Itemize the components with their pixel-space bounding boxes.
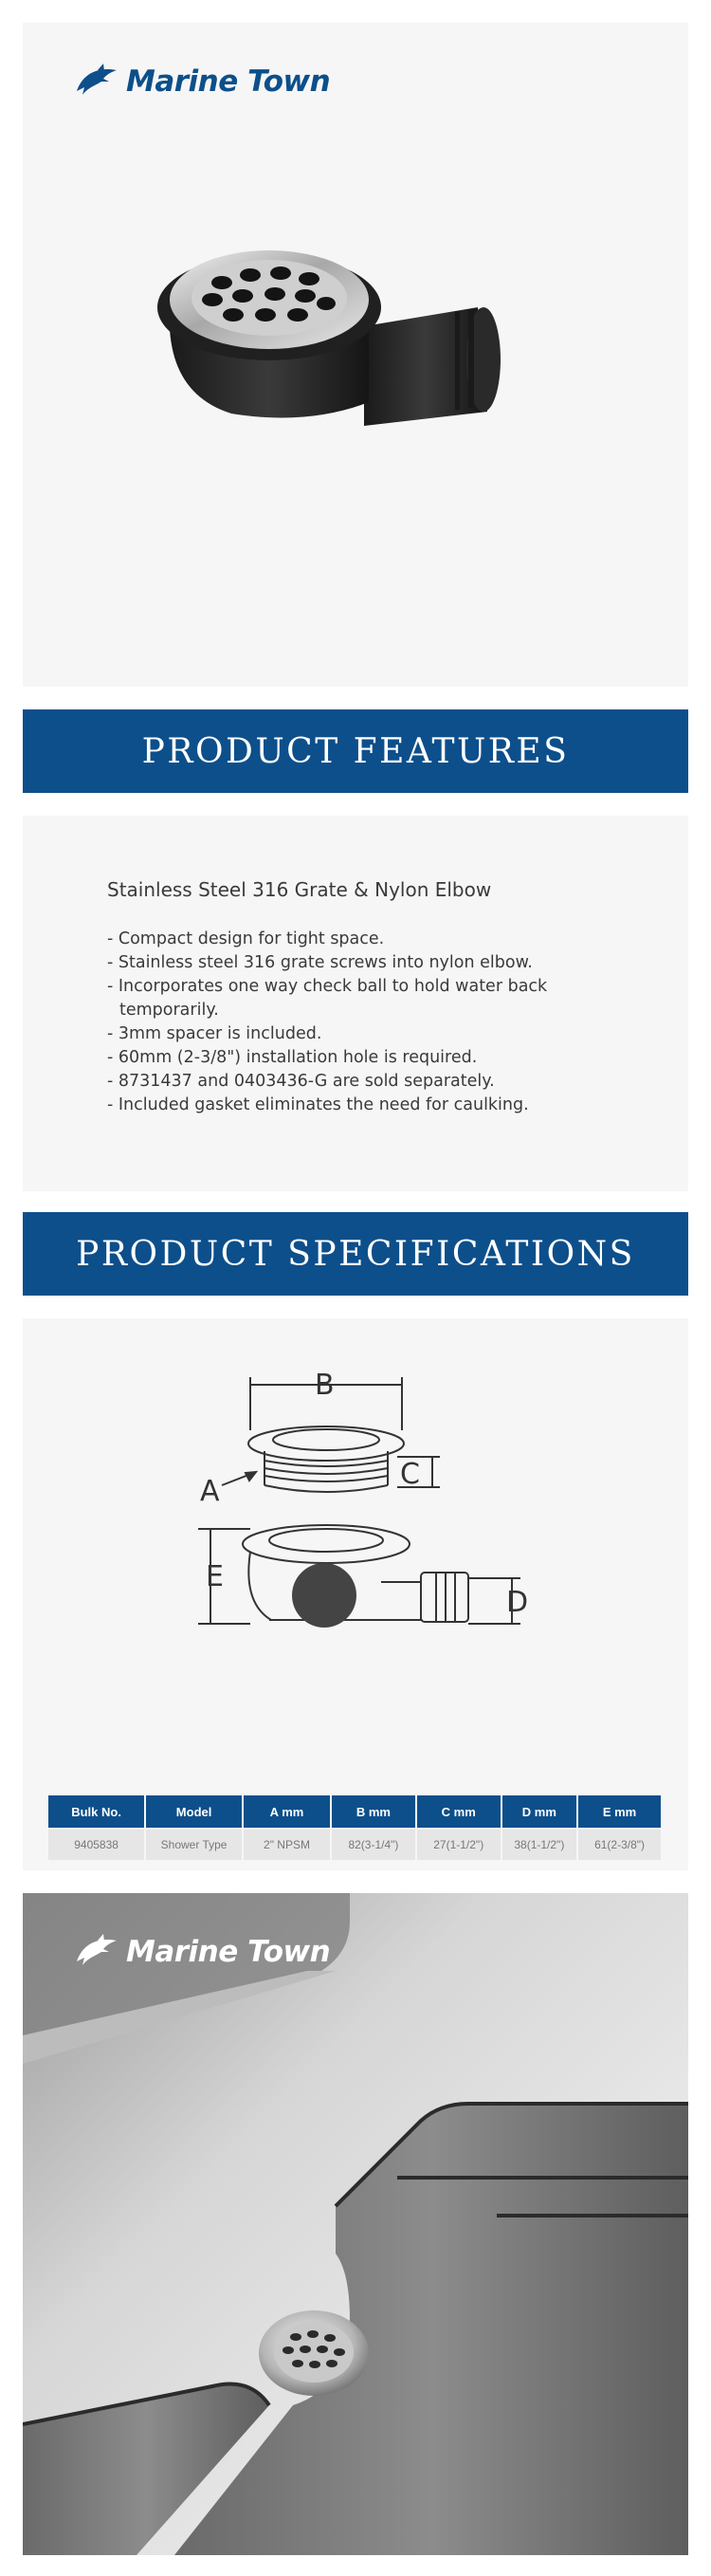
- installed-drain-photo-panel: [23, 1893, 688, 2555]
- table-cell: Shower Type: [145, 1829, 243, 1860]
- features-list-block: [107, 878, 600, 1117]
- feature-item: - Included gasket eliminates the need for caulking.: [107, 1095, 529, 1114]
- dim-label-a: A: [200, 1475, 220, 1508]
- brand-logo-overlay: [75, 1933, 330, 1971]
- brand-logo-text: Marine Town: [126, 64, 331, 99]
- dim-label-d: D: [506, 1586, 529, 1619]
- table-header-cell: C mm: [416, 1795, 501, 1829]
- table-row: [48, 1829, 662, 1860]
- feature-item: - 60mm (2-3/8") installation hole is required.: [107, 1048, 478, 1067]
- dim-label-b: B: [315, 1369, 335, 1402]
- features-list: [107, 928, 600, 1117]
- feature-item: - 8731437 and 0403436-G are sold separately.: [107, 1072, 495, 1091]
- table-header-row: [48, 1795, 662, 1829]
- table-cell: 2" NPSM: [243, 1829, 331, 1860]
- table-header-cell: E mm: [577, 1795, 662, 1829]
- table-cell: 27(1-1/2"): [416, 1829, 501, 1860]
- specifications-panel: [23, 1318, 688, 1870]
- brand-logo-text: Marine Town: [126, 1935, 331, 1969]
- dim-label-c: C: [400, 1458, 420, 1491]
- feature-item: - Compact design for tight space.: [107, 929, 385, 948]
- features-title: Stainless Steel 316 Grate & Nylon Elbow: [107, 878, 492, 901]
- product-specifications-banner: PRODUCT SPECIFICATIONS: [23, 1212, 688, 1296]
- table-cell: 38(1-1/2"): [501, 1829, 577, 1860]
- shower-drain-photo: [23, 23, 688, 687]
- dolphin-icon: [75, 1933, 120, 1971]
- table-header-cell: Model: [145, 1795, 243, 1829]
- table-header-cell: D mm: [501, 1795, 577, 1829]
- specifications-table: [48, 1795, 663, 1860]
- table-cell: 9405838: [48, 1829, 145, 1860]
- table-header-cell: Bulk No.: [48, 1795, 145, 1829]
- installed-drain-photo: [23, 1893, 688, 2555]
- table-header-cell: A mm: [243, 1795, 331, 1829]
- dimension-diagram: [23, 1318, 688, 1698]
- feature-item: - Incorporates one way check ball to hold water back temporarily.: [107, 977, 548, 1020]
- table-cell: 82(3-1/4"): [331, 1829, 416, 1860]
- feature-item: - Stainless steel 316 grate screws into nylon elbow.: [107, 953, 533, 972]
- dim-label-e: E: [206, 1560, 224, 1593]
- table-header-cell: B mm: [331, 1795, 416, 1829]
- product-hero-panel: [23, 23, 688, 687]
- product-features-banner: PRODUCT FEATURES: [23, 709, 688, 793]
- table-cell: 61(2-3/8"): [577, 1829, 662, 1860]
- feature-item: - 3mm spacer is included.: [107, 1024, 322, 1043]
